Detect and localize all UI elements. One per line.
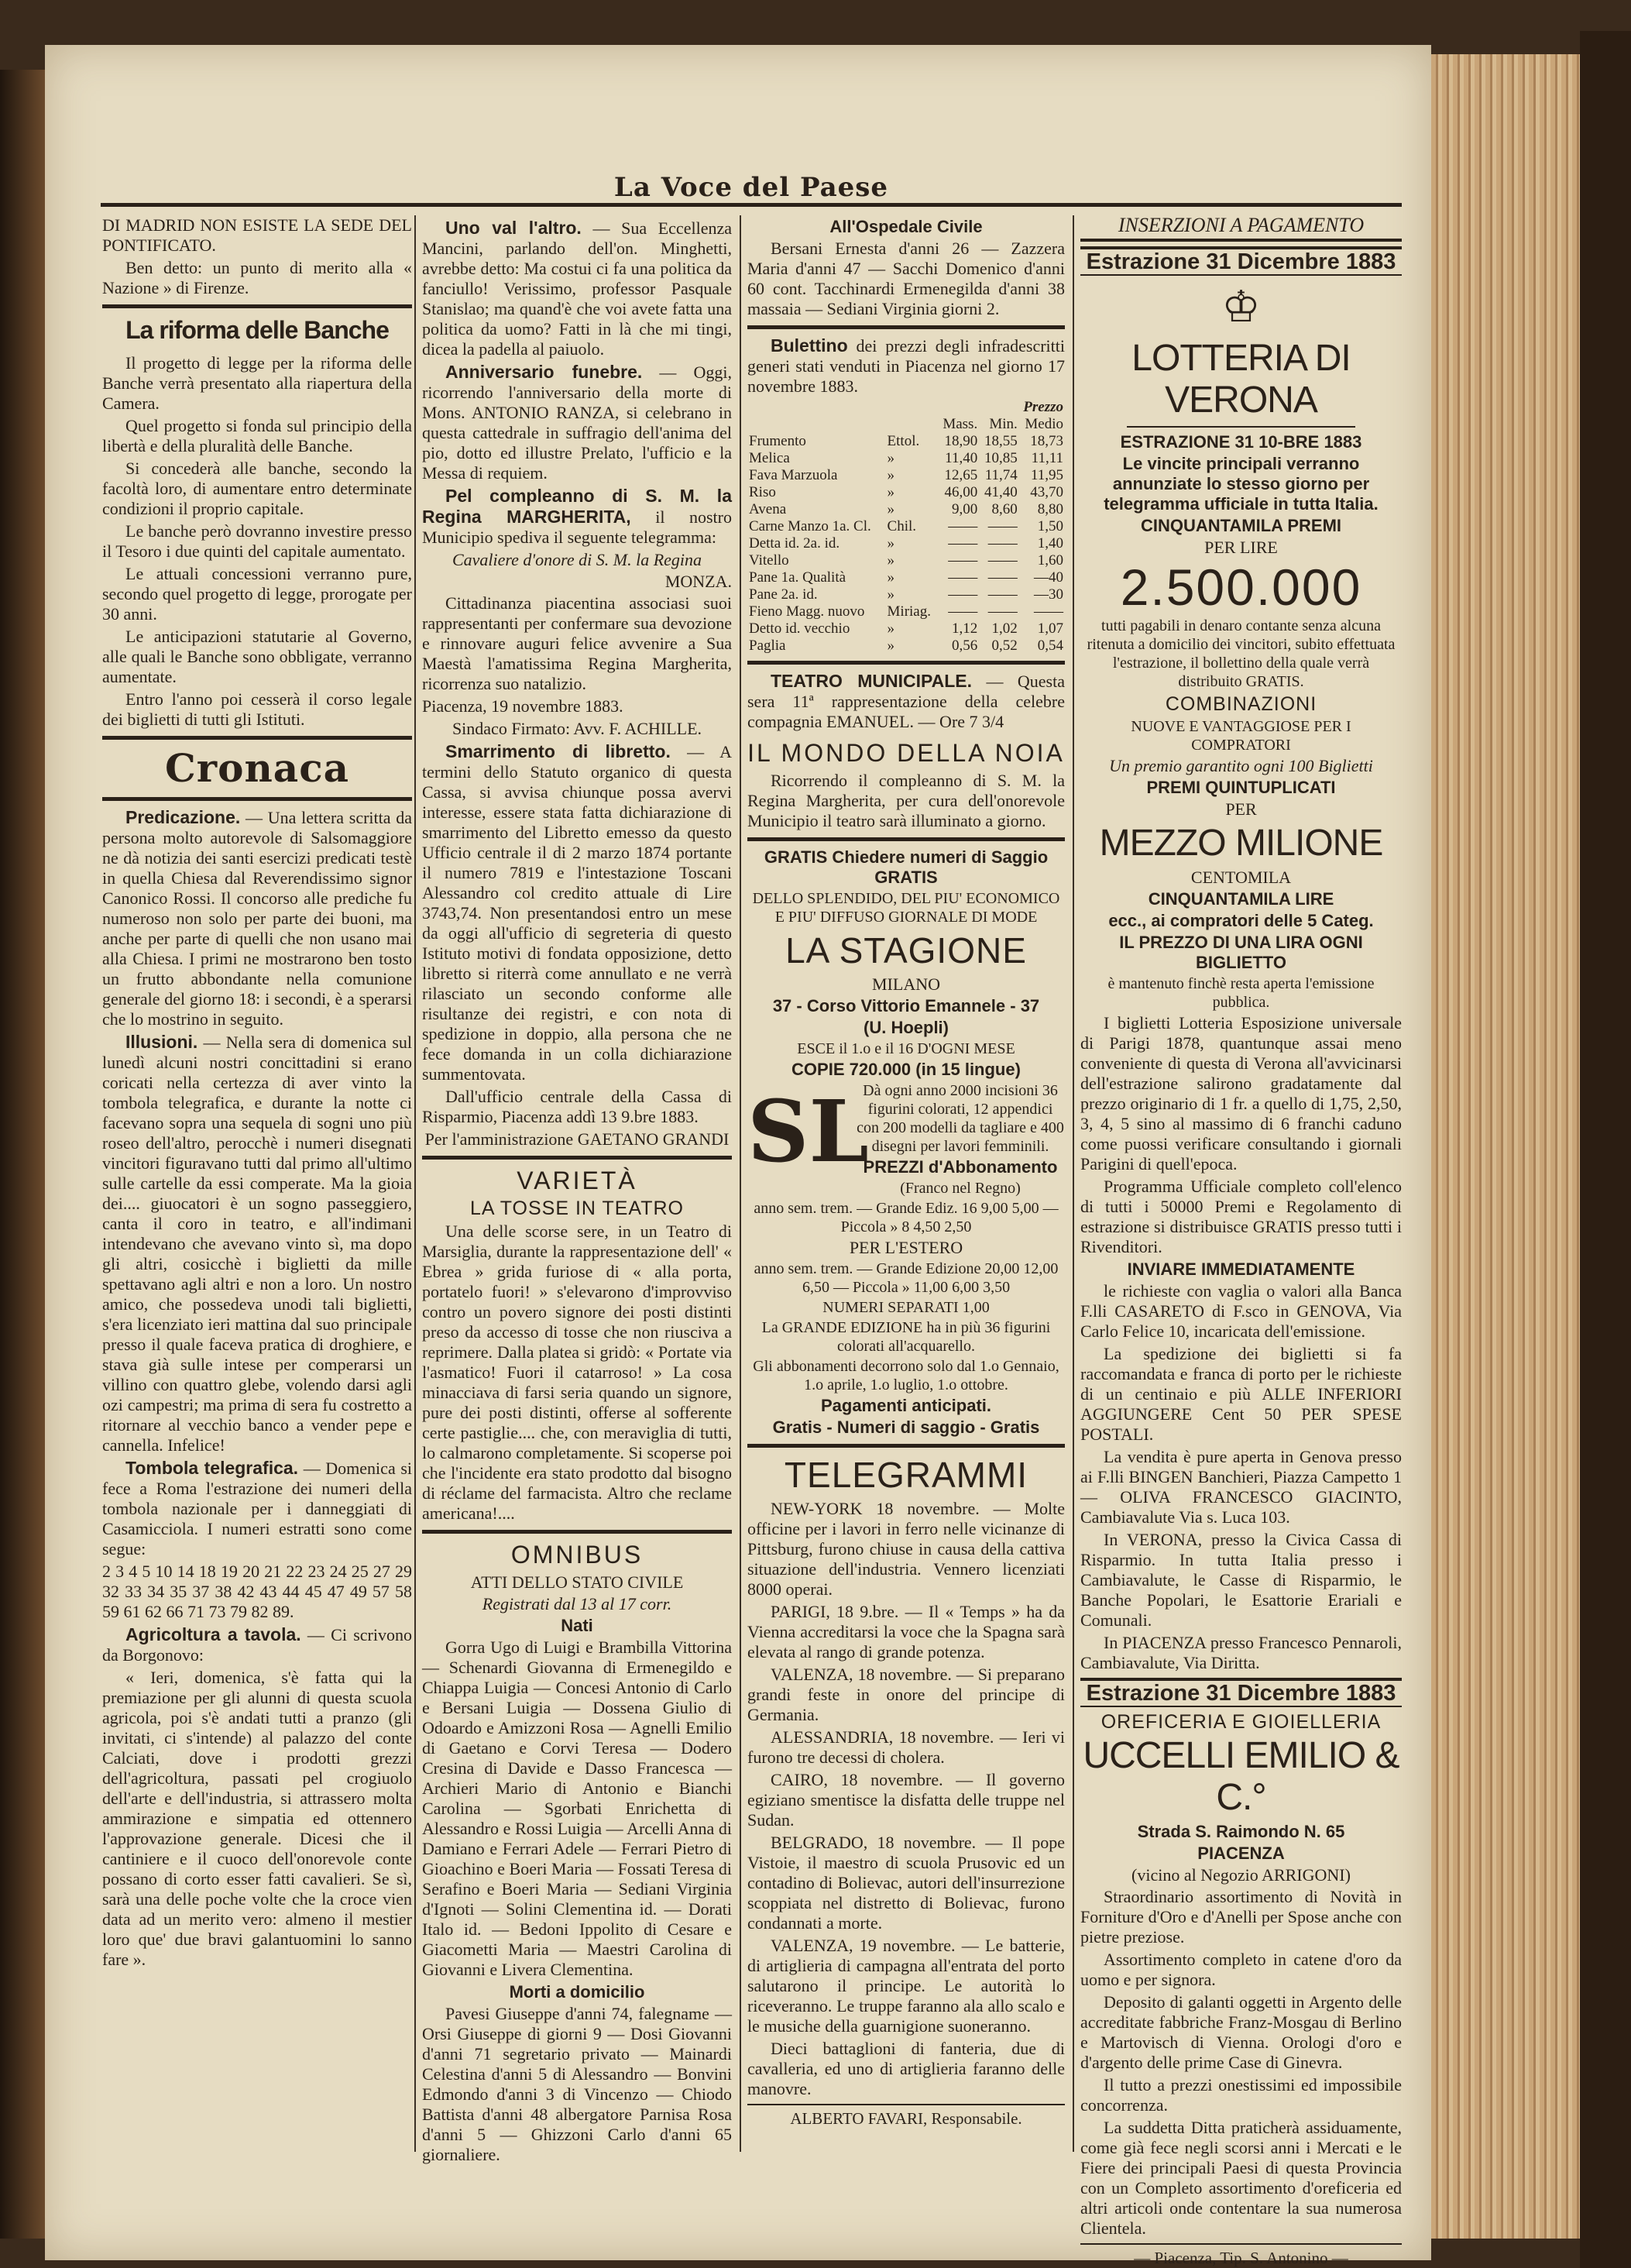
price-value: 1,40 — [1037, 535, 1063, 552]
text-block: PER LIRE — [1204, 538, 1278, 557]
news-item — [102, 807, 412, 1029]
text-block: GRATIS Chiedere numeri di Saggio GRATIS — [764, 847, 1049, 887]
price-value: 1,07 — [1037, 620, 1063, 637]
text-block: In VERONA, presso la Civica Cassa di Risparmio. In tutta Italia presso i Cambiavalute, le Casse di Risparmio, le Banche Popolari, le Esattorie Erariali e Comunali. — [1080, 1530, 1402, 1630]
commodity-name: Pane 2a. id. — [749, 586, 818, 603]
section-rule — [102, 304, 412, 308]
text-block: Registrati dal 13 al 17 corr. — [482, 1594, 672, 1613]
price-row — [747, 518, 1065, 535]
price-row — [747, 433, 1065, 450]
text-block: 2 3 4 5 10 14 18 19 20 21 22 23 24 25 27 29 32 33 34 35 37 38 42 43 44 45 47 49 57 58 59 61 62 66 71 73 79 82 89. — [102, 1562, 412, 1621]
text-block: DELLO SPLENDIDO, DEL PIU' ECONOMICO E PIU' DIFFUSO GIORNALE DI MODE — [752, 890, 1060, 926]
text-block: Le attuali concessioni verranno pure, secondo quel progetto di legge, prorogate per 30 anni. — [102, 564, 412, 624]
price-value: 1,60 — [1037, 552, 1063, 569]
text-block: PER — [1225, 799, 1257, 819]
price-column-header — [747, 416, 886, 433]
news-item-title: Tombola telegrafica. — [125, 1458, 299, 1478]
price-value: 0,54 — [1037, 637, 1063, 654]
news-item-title: Bulettino — [771, 335, 848, 356]
masthead-rule — [101, 203, 1402, 207]
price-value: 46,00 — [944, 484, 978, 500]
price-column-header: Min. — [989, 416, 1018, 432]
price-row — [747, 603, 1065, 620]
text-block: Ben detto: un punto di merito alla « Nazione » di Firenze. — [102, 258, 412, 297]
news-item-body: — Sua Eccellenza Mancini, parlando dell'on. Minghetti, avrebbe detto: Ma costui ci fa una politica da fanciullo! Verissimo, professor Pasquale Stanislao; ma quand'è che voi avete fatta una politica da uomo? Fatti in là che mi tingi, dicea la padella al paiuolo. — [422, 218, 732, 359]
text-block: VALENZA, 18 novembre. — Si preparano grandi feste in onore del principe di Germania. — [747, 1665, 1065, 1724]
commodity-name: Paglia — [749, 637, 786, 654]
commodity-name: Avena — [749, 501, 787, 517]
price-value: 18,73 — [1030, 433, 1063, 449]
text-block: Entro l'anno poi cesserà il corso legale dei biglietti di tutti gli Istituti. — [102, 689, 412, 729]
text-block: Le banche però dovranno investire presso il Tesoro i due quinti del capitale aumentato. — [102, 521, 412, 561]
commodity-name: Fava Marzuola — [749, 467, 838, 483]
masthead-title: La Voce del Paese — [613, 172, 889, 203]
news-item-title: Smarrimento di libretto. — [445, 741, 671, 761]
text-block: le richieste con vaglia o valori alla Banca F.lli CASARETO di F.sco in GENOVA, Via Carlo Felice 10, incaricata dell'emissione. — [1080, 1281, 1402, 1341]
price-value: —30 — [1034, 586, 1063, 603]
unit: » — [887, 637, 895, 654]
news-item-body: — Nella sera di domenica sul lunedì alcuni nostri concittadini si erano coricati nella certezza di aver vinto la tombola telegrafica, e durante la notte ci facevano sopra una sequela di sogni uno più roseo dell'altro, perocchè i numeri disegnati vincitori figuravano tutti dal primo all'ultimo sulle cartelle da essi comperate. Ma la gioia dei.... giuocatori è un sogno passeggiero, canta il coro in teatro, e all'indimani intendevano che avevano vinto sì, ma dopo gli altri, cosicchè i biglietti da mille spettavano agli altri e non a loro. Un nostro amico, che possedeva unodi tali biglietti, s'era licenziato ieri mattina dal suo principale presso il quale faceva pratica di droghiere, e stava già sulle intese per comperarsi un villino con quattro glebe, volendo darsi agli ozi campestri; ma prima di sera fu costretto a ritornare al vecchio banco a vender pepe e cannella. Infelice! — [102, 1033, 412, 1455]
price-value: —— — [987, 518, 1018, 534]
column-1 — [102, 215, 412, 1972]
text-block: MILANO — [872, 974, 940, 994]
news-item-title: Pel compleanno di S. M. la Regina MARGHERITA, — [422, 486, 732, 527]
price-value: 9,00 — [951, 501, 978, 517]
text-block: è mantenuto finchè resta aperta l'emissione pubblica. — [1107, 975, 1375, 1011]
section-heading: Cronaca — [164, 745, 350, 791]
unit: » — [887, 535, 895, 552]
text-block: INVIARE IMMEDIATAMENTE — [1127, 1259, 1355, 1279]
text-block: (vicino al Negozio ARRIGONI) — [1131, 1865, 1351, 1885]
text-block: Pavesi Giuseppe d'anni 74, falegname — Orsi Giuseppe di giorni 9 — Dosi Giovanni d'anni 71 segretario privato — Mainardi Celestina d'anni 5 di Alessandro — Bonvini Edmondo d'anni 3 di Vincenzo — Chiodo Battista d'anni 48 albergatore Parnisa Rosa d'anni 5 — Ghizzoni Carlo d'anni 65 giornaliere. — [422, 2004, 732, 2164]
commodity-name: Carne Manzo 1a. Cl. — [749, 518, 871, 534]
news-item-title: Anniversario funebre. — [445, 362, 643, 382]
text-block: NUOVE E VANTAGGIOSE PER I COMPRATORI — [1131, 718, 1351, 754]
text-block: ecc., ai compratori delle 5 Categ. — [1108, 911, 1374, 930]
text-block: COPIE 720.000 (in 15 lingue) — [791, 1060, 1021, 1079]
text-block: VALENZA, 19 novembre. — Le batterie, di artiglieria di campagna all'entrata del porto salutarono il principe. Le autorità lo riceveranno. Le truppe faranno ala allo scalo e le musiche della guarnigione suoneranno. — [747, 1936, 1065, 2036]
text-block: In PIACENZA presso Francesco Pennaroli, Cambiavalute, Via Diritta. — [1080, 1633, 1402, 1672]
unit: » — [887, 569, 895, 586]
text-block: TELEGRAMMI — [784, 1455, 1028, 1495]
text-block: Dà ogni anno 2000 incisioni 36 figurini colorati, 12 appendici con 200 modelli da tagliare e 400 disegni per lavori femminili. — [857, 1082, 1064, 1155]
text-block: Piacenza, 19 novembre 1883. — [422, 696, 623, 716]
commodity-name: Frumento — [749, 433, 806, 449]
price-value: 11,11 — [1031, 450, 1063, 466]
text-block: All'Ospedale Civile — [829, 217, 983, 236]
text-block: Dall'ufficio centrale della Cassa di Risparmio, Piacenza addì 13 9.bre 1883. — [422, 1087, 732, 1126]
text-block: PIACENZA — [1197, 1844, 1285, 1863]
price-value: —40 — [1034, 569, 1063, 586]
text-block: (U. Hoepli) — [864, 1018, 949, 1037]
text-block: Programma Ufficiale completo coll'elenco di tutti i 50000 Premi e Regolamento di estrazione si distribuisce GRATIS presso tutti i Rivenditori. — [1080, 1177, 1402, 1256]
news-item-title: Uno val l'altro. — [445, 218, 582, 238]
price-value: 12,65 — [944, 467, 978, 483]
price-value: —— — [987, 569, 1018, 586]
text-block: COMBINAZIONI — [1165, 693, 1317, 715]
section-rule — [1127, 426, 1355, 428]
text-block: Dieci battaglioni di fanteria, due di cavalleria, ed uno di artiglieria faranno delle manovre. — [747, 2039, 1065, 2098]
commodity-name: Riso — [749, 484, 776, 500]
text-block: LOTTERIA DI VERONA — [1131, 338, 1351, 421]
price-value: 11,40 — [945, 450, 978, 466]
text-block: Estrazione 31 Dicembre 1883 — [1080, 1678, 1402, 1707]
section-rule — [422, 1530, 732, 1534]
text-block: La suddetta Ditta praticherà assiduamente, come già fece negli scorsi anni i Mercati e le Fiere dei principali Paesi di questa Provincia con un Completo assortimento d'oreficeria ed altri articoli onde contentare la sua numerosa Clientela. — [1080, 2118, 1402, 2238]
price-group-header-row — [747, 399, 1065, 416]
text-block: UCCELLI EMILIO & C.° — [1083, 1735, 1399, 1818]
text-block: Si concederà alle banche, secondo la facoltà loro, di aumentare entro determinate condizioni il proprio capitale. — [102, 459, 412, 518]
page-stack-edge — [1431, 54, 1580, 2239]
text-block: « Ieri, domenica, s'è fatta qui la premiazione per gli alunni di questa scuola agricola, poi s'è andati tutti a pranzo (gli invitati, ci s'intende) al palazzo del conte Calciati, dove i prodotti grezzi dell'agricoltura, passati pel crogiuolo dell'arte e dell'industria, si attrassero molta ammirazione e simpatia ed ottennero l'approvazione generale. Dicesi che il cantiniere e il cuoco dell'onorevole conte possano di corto esser fatti cavalieri. Se sì, sarà una delle poche volte che la croce vien data ad un merito vero: almeno il mestier loro que' due bravi galantuomini lo sanno fare ». — [102, 1668, 412, 1969]
text-block: Estrazione 31 Dicembre 1883 — [1080, 246, 1402, 276]
text-block: CINQUANTAMILA PREMI — [1140, 516, 1342, 535]
price-row — [747, 586, 1065, 603]
price-value: —— — [948, 552, 978, 569]
price-value: 8,80 — [1037, 501, 1063, 517]
text-block: Le vincite principali verranno annunziate lo stesso giorno per telegramma ufficiale in tutta Italia. — [1104, 454, 1379, 514]
text-block: BELGRADO, 18 novembre. — Il pope Vistoie, il maestro di scuola Prusovic ed un contadino di Bolievac, autori dell'insurrezione scoppiata nel distretto di Bolievac, furono condannati a morte. — [747, 1833, 1065, 1933]
unit: » — [887, 552, 895, 569]
price-header-row — [747, 416, 1065, 433]
text-block: PREZZI d'Abbonamento — [863, 1157, 1058, 1177]
text-block: LA STAGIONE — [785, 930, 1027, 971]
price-value: —— — [987, 552, 1018, 569]
price-row — [747, 467, 1065, 484]
price-value: 1,02 — [991, 620, 1018, 637]
price-value: 1,50 — [1037, 518, 1063, 534]
unit: » — [887, 467, 895, 483]
text-block: Bersani Ernesta d'anni 26 — Zazzera Maria d'anni 47 — Sacchi Domenico d'anni 60 cont. Tacchinardi Ermenegilda d'anni 38 massaia — Sediani Virginia giorni 2. — [747, 239, 1065, 318]
news-item — [102, 1032, 412, 1455]
news-item-body: dei prezzi degli infradescritti generi stati venduti in Piacenza nel giorno 17 novembre 1883. — [747, 336, 1065, 396]
column-3 — [747, 215, 1065, 2129]
text-block: anno sem. trem. — Grande Ediz. 16 9,00 5,00 — Piccola » 8 4,50 2,50 — [754, 1200, 1059, 1235]
news-item — [102, 1458, 412, 1559]
text-block: (Franco nel Regno) — [900, 1180, 1021, 1197]
section-heading: IL MONDO DELLA NOIA — [747, 739, 1065, 767]
text-block: PREMI QUINTUPLICATI — [1146, 778, 1336, 797]
text-block: PARIGI, 18 9.bre. — Il « Temps » ha da Vienna accreditarsi la voce che la Spagna sarà elevata al rango di grande potenza. — [747, 1602, 1065, 1661]
news-item-title: Agricoltura a tavola. — [125, 1624, 301, 1644]
price-value: —— — [1034, 603, 1063, 620]
section-rule — [102, 736, 412, 740]
commodity-name: Pane 1a. Qualità — [749, 569, 846, 586]
commodity-name: Detto id. vecchio — [749, 620, 850, 637]
price-row — [747, 552, 1065, 569]
text-block: anno sem. trem. — Grande Edizione 20,00 12,00 6,50 — Piccola » 11,00 6,00 3,50 — [754, 1260, 1059, 1296]
text-block: MEZZO MILIONE — [1099, 823, 1383, 864]
text-block: ESTRAZIONE 31 10-BRE 1883 — [1120, 432, 1362, 452]
la-stagione-monogram-logo: SL — [747, 1081, 869, 1181]
price-row — [747, 535, 1065, 552]
price-value: 18,55 — [984, 433, 1018, 449]
section-rule — [747, 837, 1065, 841]
price-row — [747, 450, 1065, 467]
news-item-body: — Domenica si fece a Roma l'estrazione dei numeri della tombola nazionale per i danneggiati di Casamicciola. I numeri estratti sono come segue: — [102, 1459, 412, 1558]
price-value: 11,74 — [984, 467, 1018, 483]
price-value: —— — [987, 586, 1018, 603]
text-block: Gli abbonamenti decorrono solo dal 1.o Gennaio, 1.o aprile, 1.o luglio, 1.o ottobre. — [753, 1358, 1059, 1393]
unit: » — [887, 586, 895, 603]
text-block: MONZA. — [664, 572, 732, 591]
section-heading: VARIETÀ — [517, 1167, 637, 1194]
column-4 — [1080, 215, 1402, 2268]
news-item-body: — Una lettera scritta da persona molto autorevole di Salsomaggiore ne dà notizia dei santi esercizi predicati testè in quella Chiesa dal Reverendissimo signor Canonico Rossi. Il concorso alle prediche fu numeroso non solo per parte dei buoni, ma anche per parte di quelli che non usano mai alla Chiesa. I primi ne mostrarono ben tosto un frutto abbondante nella comunione generale del giorno 18: i secondi, è a sperarsi che lo mostrino in seguito. — [102, 808, 412, 1029]
text-block: ATTI DELLO STATO CIVILE — [470, 1572, 684, 1592]
price-value: 8,60 — [991, 501, 1018, 517]
unit: » — [887, 620, 895, 637]
news-item-title: Illusioni. — [125, 1032, 198, 1052]
section-rule — [747, 325, 1065, 329]
text-block: La spedizione dei biglietti si fa raccomandata e franca di porto per le richieste di un centinaio e più ALLE INFERIORI AGGIUNGERE Cent 50 PER SPESE POSTALI. — [1080, 1344, 1402, 1444]
section-heading: OMNIBUS — [510, 1541, 644, 1569]
text-block: Sindaco Firmato: Avv. F. ACHILLE. — [452, 719, 702, 738]
price-row — [747, 484, 1065, 501]
unit: Chil. — [887, 518, 917, 534]
news-item — [422, 218, 732, 359]
price-column-header: Medio — [1025, 416, 1063, 432]
text-block: PER L'ESTERO — [849, 1238, 963, 1257]
text-block: ESCE il 1.o e il 16 D'OGNI MESE — [797, 1040, 1015, 1057]
text-block: Morti a domicilio — [509, 1982, 645, 2002]
text-block: I biglietti Lotteria Esposizione universale di Parigi 1878, quantunque assai meno conveniente di questa di Verona all'avvicinarsi dell'estrazione salirono gradatamente dal prezzo originario di 1 fr. a quello di 1,75, 2,50, 3, 4, 5 sino al massimo di 6 franchi caduno come puossi verificare consultando i giornali Parigini di quell'epoca. — [1080, 1013, 1402, 1174]
unit: Ettol. — [887, 433, 920, 449]
text-block: 2.500.000 — [1120, 558, 1362, 616]
news-item-body: — Oggi, ricorrendo l'anniversario della morte di Mons. ANTONIO RANZA, si celebrano in questa cattedrale in suffragio dell'anima del pio, dotto ed illustre Prelato, l'ufficio e la Messa di requiem. — [422, 363, 733, 483]
news-item — [422, 486, 732, 548]
price-value: —— — [987, 603, 1018, 620]
text-block: Una delle scorse sere, in un Teatro di Marsiglia, durante la rappresentazione dell' « Ebrea » grida furiose di « alla porta, portatelo fuori! » s'elevarono d'improvviso contro un povero signore dei posti distinti preso da accesso di tosse che non riusciva a reprimere. Dalla platea si gridò: « Portate via l'asmatico! Fuori il catarroso! » La cosa minacciava di farsi seria quando un signore, pure dei posti distinti, offerse al sofferente certe pastiglie.... che, con meraviglia di tutti, lo calmarono completamente. Si scoperse poi che l'incidente era stato prodotto dal bisogno di réclame del farmacista. Altro che reclame americana!.... — [422, 1222, 732, 1523]
commodity-name: Vitello — [749, 552, 789, 569]
unit: » — [887, 484, 895, 500]
binding-edge — [0, 70, 45, 2239]
text-block: Gratis - Numeri di saggio - Gratis — [772, 1418, 1040, 1437]
unit: Miriag. — [887, 603, 931, 620]
text-block: Cavaliere d'onore di S. M. la Regina — [452, 550, 702, 569]
text-block: Deposito di galanti oggetti in Argento delle accreditate fabbriche Franz-Mosgau di Berlino e Martovisch di Vienna. Orologi d'oro e d'argento delle prime Case di Ginevra. — [1080, 1992, 1402, 2072]
section-rule — [747, 661, 1065, 665]
text-block: tutti pagabili in denaro contante senza alcuna ritenuta a domicilio dei vincitori, subito effettuata l'estrazione, il bollettino della quale verrà distribuito GRATIS. — [1087, 617, 1396, 690]
text-block: Strada S. Raimondo N. 65 — [1137, 1822, 1345, 1841]
text-block: — Piacenza, Tip. S. Antonino — — [1080, 2243, 1402, 2268]
news-item — [422, 741, 732, 1084]
unit: » — [887, 450, 895, 466]
price-value: 10,85 — [984, 450, 1018, 466]
price-row — [747, 620, 1065, 637]
text-block: NEW-YORK 18 novembre. — Molte officine per i lavori in ferro nelle vicinanze di Pittsburg, furono chiuse in causa della cattiva situazione dell'industria. Vennero licenziati 8000 operai. — [747, 1499, 1065, 1599]
price-value: 11,95 — [1030, 467, 1063, 483]
news-item — [747, 335, 1065, 397]
text-block: Quel progetto si fonda sul principio della libertà e della pluralità delle Banche. — [102, 416, 412, 455]
unit: » — [887, 501, 895, 517]
text-block: Straordinario assortimento di Novità in Forniture d'Oro e d'Anelli per Spose anche con pietre preziose. — [1080, 1887, 1402, 1947]
price-value: —— — [948, 535, 978, 552]
price-value: 43,70 — [1030, 484, 1063, 500]
news-item-body: — A termini dello Statuto organico di questa Cassa, si avvisa chiunque possa avervi interesse, essere stata fatta dichiarazione di smarrimento del Libretto emesso da questo Ufficio centrale il di 2 marzo 1874 portante il numero 7819 e l'intestazione Toscani Alessandro col credito attuale di Lire 3743,74. Non presentandosi entro un mese da oggi all'ufficio di segreteria di questo Istituto motivi di fondata opposizione, detto libretto si riterrà come annullato e ne verrà rilasciato un secondo conforme alle risultanze dei registri, e con nota di spedizione in doppio, alla persona che ne fece domanda in un colla dichiarazione summentovata. — [422, 742, 732, 1084]
price-value: —— — [948, 586, 978, 603]
price-value: 41,40 — [984, 484, 1018, 500]
price-row — [747, 501, 1065, 518]
news-item-body: — Questa sera 11ª rappresentazione della celebre compagnia EMANUEL. — Ore 7 3/4 — [747, 672, 1065, 731]
text-block: Pagamenti anticipati. — [820, 1396, 992, 1415]
section-rule — [747, 1444, 1065, 1448]
text-block: CINQUANTAMILA LIRE — [1148, 889, 1334, 909]
text-block: Il progetto di legge per la riforma delle Banche verrà presentato alla riapertura della Camera. — [102, 353, 412, 413]
price-value: —— — [948, 518, 978, 534]
commodity-name: Detta id. 2a. id. — [749, 535, 840, 552]
text-block: La vendita è pure aperta in Genova presso ai F.lli BINGEN Banchieri, Piazza Campetto 1 — OLIVA FRANCESCO GIACINTO, Cambiavalute Via s. Luca 103. — [1080, 1447, 1402, 1527]
text-block: Il tutto a prezzi onestissimi ed impossibile concorrenza. — [1080, 2075, 1402, 2115]
section-rule — [422, 1156, 732, 1160]
price-value: 18,90 — [944, 433, 978, 449]
text-block: LA TOSSE IN TEATRO — [470, 1198, 684, 1219]
text-block: La GRANDE EDIZIONE ha in più 36 figurini colorati all'acquarello. — [761, 1319, 1051, 1355]
text-block: OREFICERIA E GIOIELLERIA — [1100, 1711, 1382, 1733]
price-value: —— — [948, 569, 978, 586]
text-block: Le anticipazioni statutarie al Governo, alle quali le Banche sono obbligate, verranno aumentate. — [102, 627, 412, 686]
text-block: ALESSANDRIA, 18 novembre. — Ieri vi furono tre decessi di cholera. — [747, 1727, 1065, 1767]
price-value: —— — [948, 603, 978, 620]
column-2 — [422, 215, 732, 2167]
price-value: 0,56 — [951, 637, 978, 654]
price-column-header: Mass. — [943, 416, 978, 432]
text-block: Per l'amministrazione GAETANO GRANDI — [424, 1129, 730, 1149]
price-value: 1,12 — [951, 620, 978, 637]
price-row — [747, 637, 1065, 655]
section-rule — [102, 797, 412, 801]
text-block: NUMERI SEPARATI 1,00 — [822, 1299, 990, 1316]
column-divider — [740, 215, 741, 2152]
news-item-title: TEATRO MUNICIPALE. — [771, 671, 972, 691]
text-block: Un premio garantito ogni 100 Biglietti — [1109, 756, 1373, 775]
news-item — [747, 671, 1065, 732]
royal-crest-icon: ♔ — [1221, 284, 1261, 332]
news-item-body: — Ci scrivono da Borgonovo: — [102, 1625, 412, 1665]
text-block: Cittadinanza piacentina associasi suoi rappresentanti per confermare sua devozione e rinnovare auguri felice avvenire a Sua Maestà l'amatissima Regina Margherita, ricorrenza suo natalizio. — [422, 593, 732, 693]
section-heading: INSERZIONI A PAGAMENTO — [1080, 215, 1402, 242]
text-block: CENTOMILA — [1190, 868, 1292, 887]
price-column-header — [886, 416, 938, 433]
commodity-name: Fieno Magg. nuovo — [749, 603, 865, 620]
text-block: Nati — [561, 1616, 593, 1635]
text-block: IL PREZZO DI UNA LIRA OGNI BIGLIETTO — [1119, 933, 1363, 972]
news-item — [422, 362, 732, 483]
price-table — [747, 399, 1065, 655]
news-item-title: Predicazione. — [125, 807, 241, 827]
section-heading: La riforma delle Banche — [125, 316, 389, 344]
text-block: Ricorrendo il compleanno di S. M. la Regina Margherita, per cura dell'onorevole Municipio il teatro sarà illuminato a giorno. — [747, 771, 1065, 830]
column-divider — [414, 215, 416, 2152]
price-row — [747, 569, 1065, 586]
text-block: 37 - Corso Vittorio Emannele - 37 — [772, 996, 1040, 1015]
commodity-name: Melica — [749, 450, 790, 466]
news-item — [102, 1624, 412, 1665]
price-value: 0,52 — [991, 637, 1018, 654]
news-item-body: il nostro Municipio spediva il seguente telegramma: — [422, 507, 732, 547]
scan-border — [1580, 31, 1631, 2268]
text-block: CAIRO, 18 novembre. — Il governo egiziano smentisce la disfatta delle truppe nel Sudan. — [747, 1770, 1065, 1830]
price-group-header: Prezzo — [1023, 399, 1063, 415]
text-block: DI MADRID NON ESISTE LA SEDE DEL PONTIFICATO. — [102, 215, 412, 255]
price-value: —— — [987, 535, 1018, 552]
text-block: Gorra Ugo di Luigi e Brambilla Vittorina — Schenardi Giovanna di Ermenegildo e Chiappa Luigia — Concesi Antonio di Carlo e Bersani Luigia — Dossena Giulio di Odoardo e Amizzoni Rosa — Agnelli Emilio di Gaetano e Corvi Teresa — Dodero Cresina di Davide e Dasso Francesca — Archieri Mario di Antonio e Bianchi Carolina — Sgorbati Enrichetta di Alessandro e Rossi Luigia — Arcelli Anna di Damiano e Ferrari Adele — Ferrari Pietro di Gioachino e Boeri Maria — Fossati Teresa di Serafino e Boeri Maria — Sediani Virginia d'Ignoti — Solini Clementina id. — Dorati Italo id. — Bedoni Ippolito di Cesare e Giacometti Maria — Maestri Carolina di Giovanni e Livera Clementina. — [422, 1637, 732, 1979]
text-block: Assortimento completo in catene d'oro da uomo e per signora. — [1080, 1950, 1402, 1989]
text-block: ALBERTO FAVARI, Responsabile. — [747, 2104, 1065, 2129]
column-divider — [1073, 215, 1074, 2152]
